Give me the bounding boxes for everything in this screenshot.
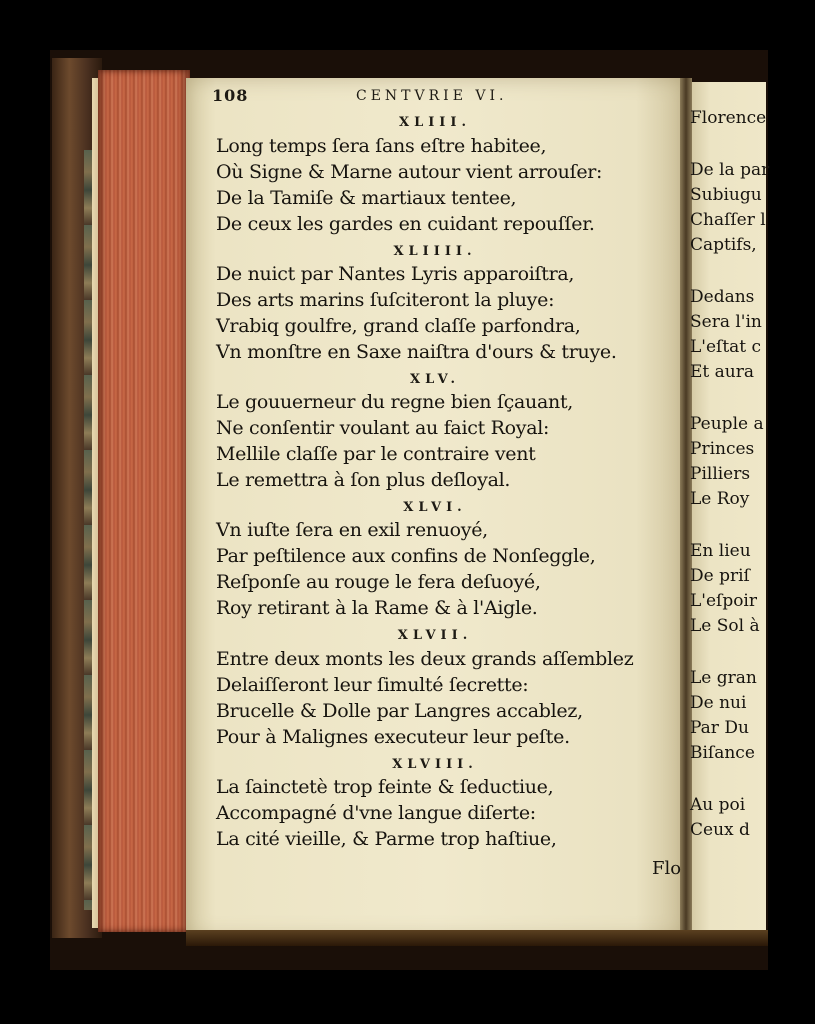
- verse-line: Vrabiq goulfre, grand claſſe parfondra,: [216, 315, 581, 337]
- verse-line: Roy retirant à la Rame & à l'Aigle.: [216, 597, 538, 619]
- right-page-line: Peuple a: [690, 414, 764, 434]
- right-page-line: Chaſſer l: [690, 210, 766, 230]
- stanza-number: XLVII.: [397, 628, 473, 643]
- stanza-number: XLIIII.: [393, 244, 477, 259]
- right-page-line: Le Roy: [690, 489, 750, 509]
- right-page-line: Au poi: [690, 795, 746, 815]
- right-page-line: Pilliers: [690, 464, 751, 484]
- verse-line: Par peſtilence aux confins de Nonſeggle,: [216, 545, 596, 567]
- verse-line: Ne conſentir voulant au faict Royal:: [216, 417, 550, 439]
- verse-line: De ceux les gardes en cuidant repouſſer.: [216, 213, 595, 235]
- right-page-line: Captifs,: [690, 235, 757, 255]
- verse-line: Brucelle & Dolle par Langres accablez,: [216, 700, 583, 722]
- right-page-line: Le Sol à: [690, 616, 760, 636]
- right-page-line: De nui: [690, 693, 747, 713]
- verse-line: Long temps ſera ſans eſtre habitee,: [216, 135, 547, 157]
- page-header: [212, 86, 672, 110]
- right-page-line: De la par: [690, 160, 770, 180]
- verse-line: Delaiſſeront leur ſimulté ſecrette:: [216, 674, 529, 696]
- right-page-line: L'eſpoir: [690, 591, 757, 611]
- verse-line: Le remettra à ſon plus deſloyal.: [216, 469, 511, 491]
- verse-line: Reſponſe au rouge le fera deſuoyé,: [216, 571, 541, 593]
- catchword: Flo: [652, 858, 682, 879]
- right-page-line: Biſance: [690, 743, 755, 763]
- red-page-edges: [98, 70, 190, 932]
- right-page-line: Ceux d: [690, 820, 750, 840]
- right-page-line: En lieu: [690, 541, 751, 561]
- right-page-line: Et aura: [690, 362, 754, 382]
- verse-line: De nuict par Nantes Lyris apparoiſtra,: [216, 263, 575, 285]
- verse-line: La cité vieille, & Parme trop haſtiue,: [216, 828, 557, 850]
- stanza-number: XLVI.: [403, 500, 467, 515]
- verse-line: Le gouuerneur du regne bien ſçauant,: [216, 391, 574, 413]
- verse-line: La ſainctetè trop feinte & ſeductiue,: [216, 776, 554, 798]
- right-page-line: De priſ: [690, 566, 750, 586]
- verse-line: Où Signe & Marne autour vient arrouſer:: [216, 161, 603, 183]
- stanza-number: XLV.: [409, 372, 461, 387]
- right-page-line: Le gran: [690, 668, 757, 688]
- right-page-line: Sera l'in: [690, 312, 762, 332]
- right-page-line: Florence: [690, 108, 767, 128]
- page-bottom-shadow: [186, 930, 768, 946]
- stanza-number: XLIII.: [399, 115, 471, 130]
- verse-line: Mellile claſſe par le contraire vent: [216, 443, 536, 465]
- verse-line: Pour à Malignes executeur leur peſte.: [216, 726, 570, 748]
- right-page-line: Dedans: [690, 287, 755, 307]
- verse-line: De la Tamiſe & martiaux tentee,: [216, 187, 517, 209]
- right-page-line: L'eſtat c: [690, 337, 762, 357]
- right-page-line: Par Du: [690, 718, 749, 738]
- running-head: CENTVRIE VI.: [356, 88, 508, 104]
- verse-line: Des arts marins ſuſciteront la pluye:: [216, 289, 555, 311]
- verse-line: Vn iuſte ſera en exil renuoyé,: [216, 519, 488, 541]
- verse-line: Vn monſtre en Saxe naiſtra d'ours & truye.: [216, 341, 617, 363]
- right-page-line: Princes: [690, 439, 755, 459]
- page-number: 108: [212, 86, 249, 105]
- verse-line: Entre deux monts les deux grands aſſemblez: [216, 648, 634, 670]
- stanza-number: XLVIII.: [392, 757, 478, 772]
- verse-line: Accompagné d'vne langue diſerte:: [216, 802, 536, 824]
- right-page-line: Subiugu: [690, 185, 762, 205]
